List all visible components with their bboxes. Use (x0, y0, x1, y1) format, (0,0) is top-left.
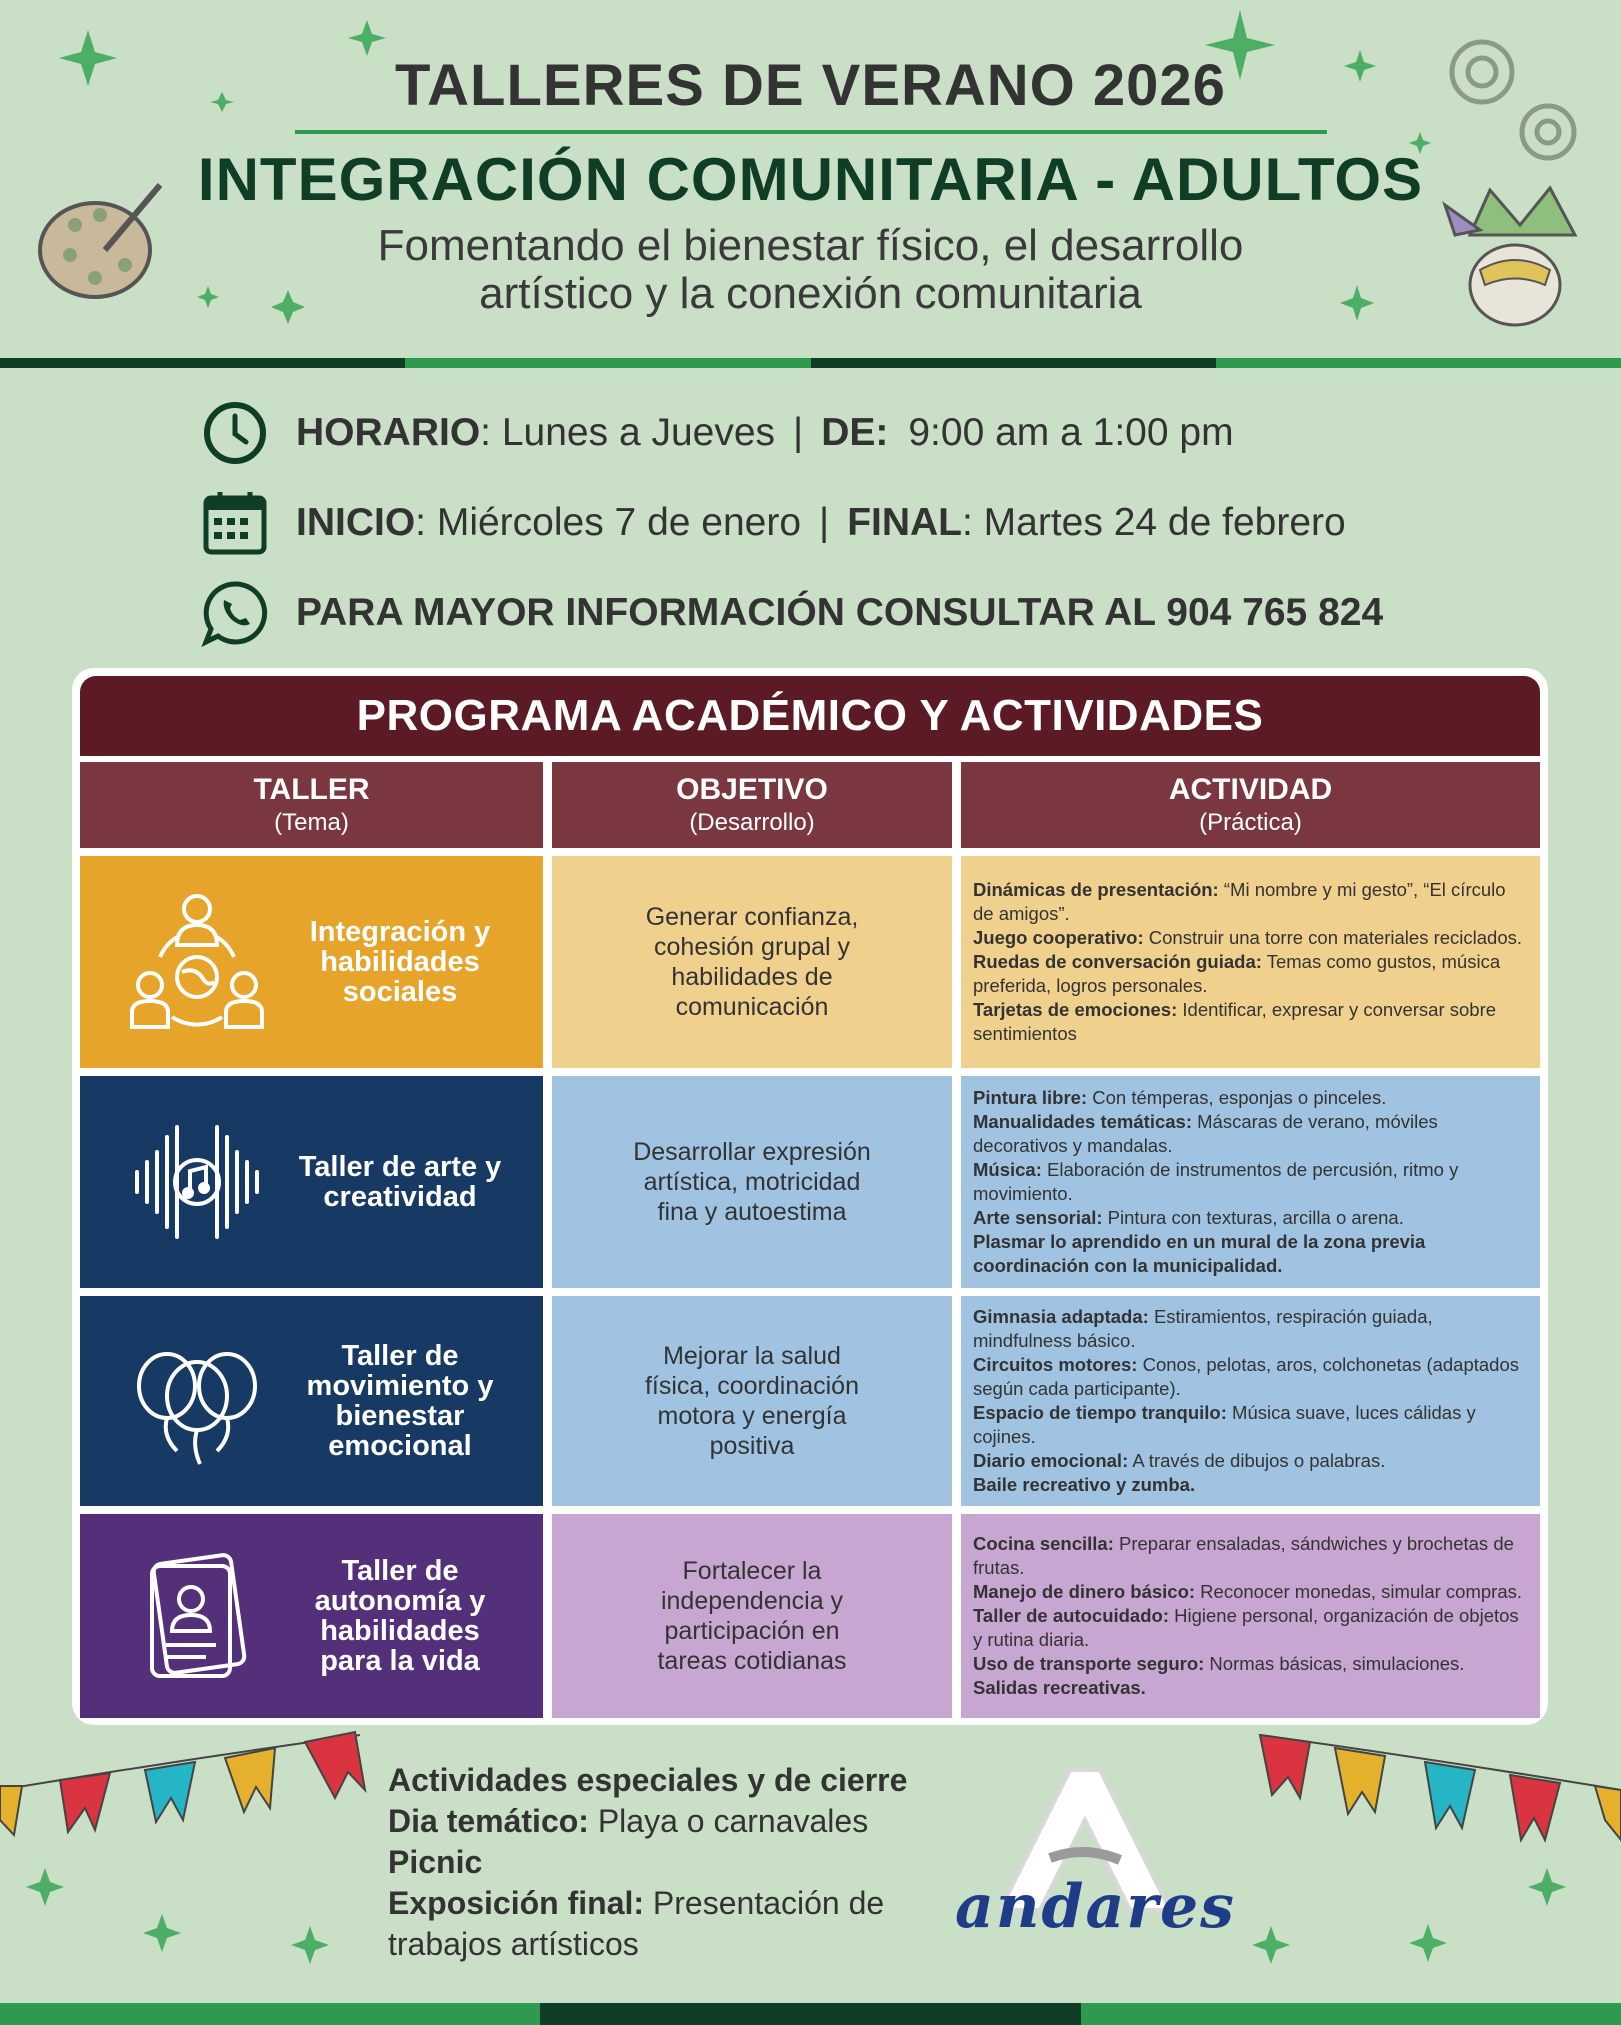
sparkle-icon (197, 286, 219, 308)
tagline (250, 222, 1371, 318)
activity-item (973, 1206, 1530, 1230)
id-card-icon (122, 1541, 272, 1691)
closing-heading: Actividades especiales y de cierre (388, 1762, 908, 1798)
table-row-4-objetivo (552, 1514, 952, 1718)
table-row-2-objetivo (552, 1076, 952, 1288)
activity-title: Espacio de tiempo tranquilo: (973, 1402, 1227, 1423)
closing-activities (388, 1760, 907, 1965)
activity-title: Diario emocional: (973, 1450, 1129, 1471)
activity-detail: Normas básicas, simulaciones. (1204, 1653, 1465, 1674)
activity-item (973, 926, 1530, 950)
activity-title: Circuitos motores: (973, 1354, 1138, 1375)
activity-detail: Temas como gustos, música preferida, logros personales. (973, 951, 1501, 996)
activity-title: Gimnasia adaptada: (973, 1306, 1149, 1327)
table-row-2-actividad (961, 1076, 1540, 1288)
exposition-value: Presentación de (644, 1885, 885, 1921)
sparkle-icon (1252, 1926, 1290, 1964)
activity-item (973, 1580, 1530, 1604)
activity-title: Manualidades temáticas: (973, 1111, 1192, 1132)
activity-item (973, 1086, 1530, 1110)
column-header-taller (80, 762, 543, 848)
table-row-3-objetivo (552, 1296, 952, 1506)
theme-day-label: Dia temático: (388, 1803, 589, 1839)
activity-item (973, 1449, 1530, 1473)
taller-name: Taller de autonomía y habilidades para la vida (314, 1555, 486, 1677)
title-divider (295, 130, 1327, 134)
program-table-title: PROGRAMA ACADÉMICO Y ACTIVIDADES (80, 676, 1540, 756)
contact-text[interactable]: PARA MAYOR INFORMACIÓN CONSULTAR AL 904 765 824 (296, 591, 1384, 634)
column-header-subtitle: (Práctica) (1199, 809, 1302, 836)
page-title: TALLERES DE VERANO 2026 (395, 53, 1226, 118)
column-header-title: TALLER (253, 773, 370, 806)
column-header-subtitle: (Tema) (274, 809, 349, 836)
activity-detail: Elaboración de instrumentos de percusión, ritmo y movimiento. (973, 1159, 1459, 1204)
sparkle-icon (143, 1914, 181, 1952)
activity-item (973, 950, 1530, 998)
community-people-icon (122, 887, 272, 1037)
activity-title: Cocina sencilla: (973, 1533, 1114, 1554)
activity-detail: Con témperas, esponjas o pinceles. (1087, 1087, 1387, 1108)
activity-list (961, 1305, 1540, 1497)
activity-title: Dinámicas de presentación: (973, 879, 1219, 900)
activity-item (973, 1604, 1530, 1652)
objetivo-text: Fortalecer la independencia y participación en tareas cotidianas (657, 1557, 847, 1675)
objetivo-text: Generar confianza, cohesión grupal y habilidades de comunicación (645, 903, 859, 1021)
header-divider-band (0, 358, 1621, 368)
activity-detail: “Mi nombre y mi gesto”, “El círculo de amigos”. (973, 879, 1506, 924)
activity-item (973, 1676, 1530, 1700)
activity-item (973, 1230, 1530, 1278)
activity-detail: Música suave, luces cálidas y cojines. (973, 1402, 1476, 1447)
exposition-label: Exposición final: (388, 1885, 645, 1921)
schedule-row (200, 398, 1234, 468)
table-row-3-actividad (961, 1296, 1540, 1506)
activity-detail: Identificar, expresar y conversar sobre sentimientos (973, 999, 1497, 1044)
activity-item (973, 998, 1530, 1046)
table-row-4-actividad (961, 1514, 1540, 1718)
activity-detail: A través de dibujos o palabras. (1128, 1450, 1386, 1471)
column-header-subtitle: (Desarrollo) (689, 809, 815, 836)
activity-item (973, 1652, 1530, 1676)
start-label: INICIO (296, 501, 416, 544)
activity-title: Baile recreativo y zumba. (973, 1474, 1196, 1495)
column-header-title: ACTIVIDAD (1168, 773, 1333, 806)
activity-detail: Preparar ensaladas, sándwiches y brochetas de frutas. (973, 1533, 1514, 1578)
table-row-3-taller (80, 1296, 543, 1506)
activity-list (961, 878, 1540, 1046)
exposition-value-cont: trabajos artísticos (388, 1926, 639, 1962)
column-header-title: OBJETIVO (676, 773, 828, 806)
tagline-line-2: artístico y la conexión comunitaria (479, 269, 1142, 318)
activity-detail: Pintura con texturas, arcilla o arena. (1102, 1207, 1404, 1228)
taller-name: Taller de arte y creatividad (298, 1151, 502, 1213)
theme-day-value: Playa o carnavales (588, 1803, 869, 1839)
table-row-1-actividad (961, 856, 1540, 1068)
activity-title: Salidas recreativas. (973, 1677, 1146, 1698)
program-title: INTEGRACIÓN COMUNITARIA - ADULTOS (197, 146, 1424, 213)
activity-item (973, 878, 1530, 926)
sparkle-icon (1409, 1924, 1447, 1962)
sparkle-icon (291, 1926, 329, 1964)
table-row-2-taller (80, 1076, 543, 1288)
activity-title: Tarjetas de emociones: (973, 999, 1178, 1020)
tagline-line-1: Fomentando el bienestar físico, el desarrollo (377, 221, 1244, 270)
activity-detail: Máscaras de verano, móviles decorativos y mandalas. (973, 1111, 1438, 1156)
footer-band (0, 2003, 1621, 2025)
end-label: FINAL (847, 501, 962, 544)
column-header-actividad (961, 762, 1540, 848)
taller-name: Integración y habilidades sociales (309, 916, 491, 1008)
objetivo-text: Mejorar la salud física, coordinación motora y energía positiva (644, 1342, 859, 1460)
end-date: : Martes 24 de febrero (962, 501, 1346, 544)
clock-icon (200, 398, 270, 468)
activity-item (973, 1473, 1530, 1497)
activity-detail: Construir una torre con materiales reciclados. (1143, 927, 1523, 948)
calendar-icon (200, 488, 270, 558)
hours-value: 9:00 am a 1:00 pm (908, 411, 1234, 454)
picnic-label: Picnic (388, 1844, 483, 1880)
activity-title: Ruedas de conversación guiada: (973, 951, 1262, 972)
bunting-decoration (0, 1732, 365, 1835)
activity-item (973, 1353, 1530, 1401)
activity-detail: Reconocer monedas, simular compras. (1195, 1581, 1523, 1602)
activity-item (973, 1532, 1530, 1580)
hours-label: DE: (821, 411, 889, 454)
start-date: : Miércoles 7 de enero (415, 501, 802, 544)
activity-detail: Higiene personal, organización de objetos y rutina diaria. (973, 1605, 1519, 1650)
activity-item (973, 1158, 1530, 1206)
activity-item (973, 1305, 1530, 1353)
activity-list (961, 1532, 1540, 1700)
table-row-4-taller (80, 1514, 543, 1718)
sparkle-icon (348, 20, 386, 56)
activity-item (973, 1401, 1530, 1449)
activity-detail: Estiramientos, respiración guiada, mindfulness básico. (973, 1306, 1433, 1351)
sparkle-icon (26, 1868, 64, 1906)
activity-title: Pintura libre: (973, 1087, 1088, 1108)
whatsapp-icon (200, 578, 270, 648)
contact-row (200, 578, 1383, 648)
separator: | (819, 501, 830, 544)
music-sound-icon (122, 1107, 272, 1257)
schedule-days: : Lunes a Jueves (480, 411, 776, 454)
activity-title: Plasmar lo aprendido en un mural de la zona previa coordinación con la municipalidad. (973, 1231, 1426, 1276)
activity-title: Música: (973, 1159, 1042, 1180)
balloons-icon (122, 1326, 272, 1476)
dates-row (200, 488, 1346, 558)
taller-name: Taller de movimiento y bienestar emocional (306, 1340, 494, 1462)
activity-title: Juego cooperativo: (973, 927, 1144, 948)
table-row-1-objetivo (552, 856, 952, 1068)
activity-detail: Conos, pelotas, aros, colchonetas (adaptados según cada participante). (973, 1354, 1520, 1399)
bunting-decoration (1260, 1735, 1621, 1840)
objetivo-text: Desarrollar expresión artística, motricidad fina y autoestima (633, 1138, 871, 1226)
activity-list (961, 1086, 1540, 1278)
activity-title: Taller de autocuidado: (973, 1605, 1169, 1626)
schedule-label: HORARIO (296, 411, 481, 454)
activity-title: Manejo de dinero básico: (973, 1581, 1196, 1602)
activity-title: Arte sensorial: (973, 1207, 1103, 1228)
sparkle-icon (1528, 1868, 1566, 1906)
column-header-objetivo (552, 762, 952, 848)
activity-item (973, 1110, 1530, 1158)
separator: | (793, 411, 804, 454)
andares-logo: andares (955, 1872, 1236, 1942)
activity-title: Uso de transporte seguro: (973, 1653, 1205, 1674)
table-row-1-taller (80, 856, 543, 1068)
